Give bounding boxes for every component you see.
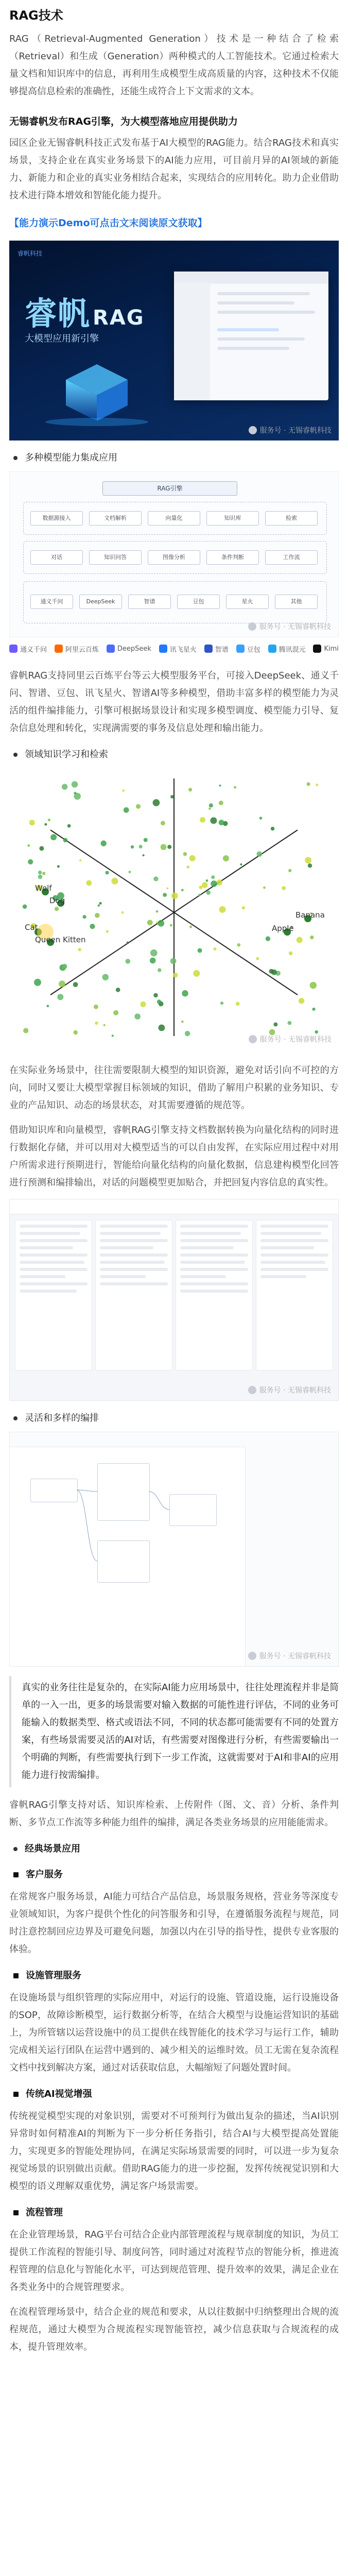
model-logo-name: 通义千问 xyxy=(20,646,47,654)
workflow-edges xyxy=(10,1432,247,1667)
vector-point xyxy=(289,952,293,956)
bullet-arch xyxy=(9,450,339,466)
vector-point xyxy=(131,845,134,849)
kb-column xyxy=(176,1220,253,1370)
scenario-title: 传统AI视觉增强 xyxy=(26,2089,92,2099)
vector-point xyxy=(200,817,205,823)
workflow-edge xyxy=(149,1492,169,1510)
bullet-flow-text: 灵活和多样的编排 xyxy=(25,1413,99,1423)
bullet-dot-icon xyxy=(13,1416,18,1420)
bullet-vec xyxy=(9,747,339,763)
vector-point xyxy=(288,869,291,872)
vector-label-queen-kitten: Queen Kitten xyxy=(35,935,86,944)
vector-point xyxy=(150,958,156,964)
arch-row2 xyxy=(30,550,318,565)
vector-point xyxy=(240,863,242,866)
scenario-title: 客户服务 xyxy=(26,1869,63,1880)
vector-point xyxy=(237,943,241,947)
bullet-square-icon xyxy=(13,1872,19,1877)
watermark xyxy=(248,1651,331,1661)
bullet-square-icon xyxy=(13,2210,19,2215)
vector-point xyxy=(288,1021,292,1025)
vector-point xyxy=(121,911,124,914)
vector-point xyxy=(219,820,224,825)
vector-point xyxy=(38,871,42,874)
arch-node: 检索 xyxy=(265,511,318,526)
vector-point xyxy=(55,907,59,911)
arch-node: 图像分析 xyxy=(148,550,200,565)
platform-paragraph: 睿帆RAG支持同里云百炼平台等云大模型服务平台，可接入DeepSeek、通义千问、智谱、豆包、讯飞星火、智谱AI等多种模型，借助丰富多样的模型能力为灵活的组件编排能力，引擎可根据场景设计和实现多模型调度、模型能力引导、复杂信息处理和转化，实现满需要的事务及信息处理和输出能力。 xyxy=(9,670,339,734)
vector-point xyxy=(129,871,131,873)
vector-point xyxy=(188,788,192,791)
vector-point xyxy=(217,879,223,886)
hero-subline: 大模型应用新引擎 xyxy=(25,333,99,344)
vector-point xyxy=(90,924,95,929)
vector-point xyxy=(187,866,190,869)
vector-point xyxy=(170,795,174,799)
wechat-icon xyxy=(249,1035,257,1043)
vector-point xyxy=(74,1030,78,1035)
workflow-edge xyxy=(77,1490,97,1492)
flow-paragraph: 睿帆RAG引擎支持对话、知识库检索、上传附件（图、文、音）分析、条件判断、多节点工作流等多种能力组件的编排，满足各类业务场景的应用能能需求。 xyxy=(9,1800,339,1828)
vector-point xyxy=(236,1002,240,1006)
bullet-flow xyxy=(9,1410,339,1427)
vector-point xyxy=(198,948,202,953)
vector-point xyxy=(127,941,129,944)
vector-point xyxy=(193,970,200,977)
hero-headline xyxy=(25,288,145,334)
vector-point xyxy=(122,789,125,792)
hero-cube-illustration xyxy=(40,359,153,426)
hero-headline-suffix: RAG xyxy=(93,306,145,330)
model-logo-icon xyxy=(268,645,276,653)
bullet-dot-icon xyxy=(13,1847,18,1851)
vector-point xyxy=(202,882,208,888)
vector-point xyxy=(219,906,226,913)
vector-point xyxy=(306,782,310,786)
vector-point xyxy=(28,859,33,865)
section-heading-release: 无锡睿帆发布RAG引擎，为大模型落地应用提供助力 xyxy=(9,116,238,127)
wechat-icon xyxy=(249,426,257,434)
intro-paragraph: RAG（Retrieval-Augmented Generation）技术是一种结合了检索（Retrieval）和生成（Generation）两种模式的人工智能技术。它通过检索大量文档和知识库中的信息，再利用生成模型生成高质量的内容，这种技术不仅能够提高信息检索的准确性，还能生成符合上下文需求的文本。 xyxy=(9,33,339,97)
vector-point xyxy=(124,807,129,813)
vector-point xyxy=(48,819,50,821)
vector-point xyxy=(161,821,165,825)
bullet-scenarios xyxy=(9,1841,339,1857)
vector-point xyxy=(156,910,159,913)
model-logo xyxy=(55,644,99,654)
model-logo-name: 阿里云百炼 xyxy=(65,646,99,654)
vector-point xyxy=(95,913,100,918)
vector-point xyxy=(134,1013,141,1020)
arch-node: 知识问答 xyxy=(89,550,142,565)
vector-point xyxy=(42,872,45,875)
kb-column xyxy=(15,1220,92,1370)
scenario-body: 在企业管理场景，RAG平台可结合企业内部管理流程与规章制度的知识，为员工提供工作流程的智能引导、制度问答，同时通过对流程节点的智能分析，推进流程管理的信息化与智能化水平，可达到规范管理、提升效率的效果，满足企业在各类业务中的合规管理要求。 xyxy=(9,2229,339,2293)
model-logo xyxy=(9,644,47,654)
vector-point xyxy=(158,968,161,972)
vector-point xyxy=(86,880,92,886)
vector-point xyxy=(34,979,41,986)
article xyxy=(0,5,348,2384)
vector-point xyxy=(210,817,217,824)
vector-point xyxy=(140,1002,146,1007)
wechat-icon xyxy=(248,622,256,631)
model-logo-icon xyxy=(9,645,18,653)
vector-point xyxy=(183,852,187,856)
arch-node: 豆包 xyxy=(177,595,220,609)
arch-node: 数据源接入 xyxy=(30,511,83,526)
model-logo xyxy=(159,644,197,654)
vector-point xyxy=(181,1021,184,1023)
model-logo-name: Kimi xyxy=(324,645,339,653)
arch-node: 其他 xyxy=(275,595,318,609)
vector-point xyxy=(23,904,27,909)
vector-point xyxy=(310,936,314,939)
vector-point xyxy=(136,804,141,809)
model-logo-icon xyxy=(107,645,115,653)
model-logo xyxy=(107,645,151,653)
vector-point xyxy=(74,792,76,794)
vector-point xyxy=(308,863,312,868)
model-logo-icon xyxy=(313,645,321,653)
vector-point xyxy=(170,924,172,926)
vector-point xyxy=(297,937,303,943)
vector-point xyxy=(167,845,171,849)
scenario-heading xyxy=(9,1867,339,1883)
vector-point xyxy=(38,875,43,879)
vector-label-wolf: Wolf xyxy=(35,884,52,893)
model-logo-name: 豆包 xyxy=(247,646,260,654)
vector-point xyxy=(147,920,153,925)
vector-point xyxy=(263,887,266,889)
vector-point xyxy=(143,854,145,856)
model-logo-icon xyxy=(159,645,167,653)
vector-point xyxy=(271,970,277,975)
vector-point xyxy=(101,840,107,846)
vector-point xyxy=(106,930,109,933)
vector-point xyxy=(156,921,158,923)
model-logo-icon xyxy=(55,645,63,653)
vector-point xyxy=(305,857,311,863)
vector-point xyxy=(59,980,65,987)
vector-point xyxy=(157,999,161,1004)
model-logo-icon xyxy=(236,645,245,653)
vector-point xyxy=(211,875,215,879)
kb-paragraph-1: 在实际业务场景中，往往需要限制大模型的知识资源，避免对话引向不可控的方向，同时又要让大模型掌握目标领域的知识，借助了解用户积累的业务知识、专业的产品知识、动态的场景状态，对其需要遵循的规范等。 xyxy=(9,1065,339,1111)
arch-node: 条件判断 xyxy=(206,550,259,565)
model-logo xyxy=(313,645,338,653)
model-logo-icon xyxy=(204,645,213,653)
model-logo-name: 腾讯混元 xyxy=(279,646,306,654)
bullet-scenarios-text: 经典场景应用 xyxy=(25,1843,80,1854)
bullet-vec-text: 领域知识学习和检索 xyxy=(25,749,108,760)
hero-banner-image xyxy=(9,241,339,440)
vector-point xyxy=(67,824,71,828)
vector-point xyxy=(170,958,177,964)
model-logo xyxy=(236,644,260,654)
arch-node: 对话 xyxy=(30,550,83,565)
vector-point xyxy=(57,994,63,1000)
vector-point xyxy=(44,823,47,826)
bullet-arch-text: 多种模型能力集成应用 xyxy=(25,452,117,463)
arch-node: 知识库 xyxy=(206,511,259,526)
architecture-diagram xyxy=(9,471,339,637)
scenario-heading xyxy=(9,2205,339,2221)
vector-point xyxy=(273,1022,277,1026)
demo-link[interactable]: 【能力演示Demo可点击文末阅读原文获取】 xyxy=(9,217,207,229)
arch-node: 向量化 xyxy=(148,511,200,526)
vector-point xyxy=(72,781,78,787)
vector-point xyxy=(62,784,67,790)
vector-point xyxy=(23,1028,28,1033)
arch-node: 通义千问 xyxy=(30,595,73,609)
vector-point xyxy=(310,982,317,989)
vector-point xyxy=(256,957,259,960)
vector-point xyxy=(257,851,263,857)
flow-quote xyxy=(9,1676,339,1787)
vector-point xyxy=(242,906,245,909)
vector-point xyxy=(271,827,274,831)
hero-app-preview xyxy=(174,272,328,400)
vector-point xyxy=(161,844,167,850)
vector-label-banana: Banana xyxy=(295,910,325,920)
vector-point xyxy=(153,799,160,806)
model-logo-name: DeepSeek xyxy=(117,645,151,653)
vector-point xyxy=(219,801,223,805)
wechat-icon xyxy=(248,1652,256,1660)
vector-point xyxy=(163,893,167,897)
watermark-text: 服务号 · 无锡睿帆科技 xyxy=(259,427,332,435)
vector-point xyxy=(126,959,131,964)
watermark-text: 服务号 · 无锡睿帆科技 xyxy=(259,1036,332,1044)
arch-row3 xyxy=(30,595,318,609)
watermark-text: 服务号 · 无锡睿帆科技 xyxy=(259,1386,331,1395)
vector-point xyxy=(46,1005,49,1007)
wechat-icon xyxy=(248,1386,256,1394)
vector-point xyxy=(220,1002,223,1005)
bullet-square-icon xyxy=(13,2092,19,2097)
arch-top-node: RAG引擎 xyxy=(102,481,237,496)
vector-point xyxy=(78,948,81,951)
vector-point xyxy=(79,859,81,861)
vector-point xyxy=(94,1005,98,1009)
vector-point xyxy=(113,1010,118,1015)
vector-point xyxy=(111,878,118,885)
vector-point xyxy=(299,998,304,1004)
arch-node: 文档解析 xyxy=(89,511,142,526)
scenario-body-extra: 在流程管理场景中，结合企业的规范和要求，从以往数据中归纳整理出合规的流程规范，通过大模型为合规流程实现智能管控，减少信息获取与合规流程的成本，提升管理效率。 xyxy=(9,2307,339,2352)
hero-headline-text: 睿帆 xyxy=(25,295,91,332)
vector-point xyxy=(316,784,318,786)
vector-label-cat: Cat xyxy=(25,923,38,932)
vector-point xyxy=(219,785,221,787)
vector-point xyxy=(102,974,109,980)
arch-node: 工作流 xyxy=(265,550,318,565)
vector-point xyxy=(39,846,44,851)
vector-point xyxy=(171,892,178,899)
model-logo xyxy=(268,644,306,654)
scenario-body: 传统视觉模型实现的对象识别，需要对不可预判行为做出复杂的描述，当AI识别异常时如何精准AI的判断为下一步分析任务指引，结合AI与大模型提高处置能力，实现更多的智能处理协同，在满足实际场景需要的同时，可以进一步为复杂视觉场景的识别做出贡献。借助RAG能力的进一步挖掘，发挥传统视觉识别和大模型的语义理解双重优势，满足客户场景需要。 xyxy=(9,2111,339,2192)
scenario-heading xyxy=(9,1968,339,1984)
vector-point xyxy=(223,855,229,861)
scenario-title: 设施管理服务 xyxy=(26,1970,81,1981)
vector-point xyxy=(98,904,100,907)
vector-point xyxy=(206,879,208,882)
workflow-editor-screenshot xyxy=(9,1432,339,1667)
arch-node: 智谱 xyxy=(128,595,171,609)
arch-node: 星火 xyxy=(226,595,269,609)
watermark-text: 服务号 · 无锡睿帆科技 xyxy=(259,623,331,631)
vector-label-apple: Apple xyxy=(272,924,294,933)
vector-point xyxy=(211,880,217,887)
watermark xyxy=(248,1385,331,1395)
vector-point xyxy=(259,817,263,820)
kb-paragraph-2: 借助知识库和向量模型，睿帆RAG引擎支持文档数据转换为向量化结构的同时进行数据化存储，并可以用对大模型适当的可以自由发挥，在实际应用过程中对用户所需求进行预期进行，智能给向量化结构的向量化数据，信息建构模型化回答进行预测和编排输出，对话的问题模型更加贴合，并把回复内容信息的真实性。 xyxy=(9,1125,339,1188)
vector-point xyxy=(95,1022,98,1025)
vector-point xyxy=(153,876,158,881)
vector-point xyxy=(29,820,35,825)
kb-column xyxy=(95,1220,172,1370)
vector-point xyxy=(159,1025,165,1031)
bullet-square-icon xyxy=(13,1973,19,1978)
arch-row1 xyxy=(30,511,318,526)
model-logo-name: 讯飞星火 xyxy=(169,646,197,654)
hero-brand: 睿帆科技 xyxy=(18,250,43,257)
vector-point xyxy=(315,1030,318,1034)
vector-point xyxy=(62,964,67,969)
vector-point xyxy=(189,925,192,928)
vector-point xyxy=(185,1031,190,1036)
workflow-config-panel xyxy=(245,1447,338,1666)
model-logo-name: 智谱 xyxy=(215,646,229,654)
bullet-dot-icon xyxy=(13,456,18,460)
vector-point xyxy=(27,844,30,847)
vector-label-dog: Dog xyxy=(49,896,65,905)
watermark xyxy=(249,1034,332,1044)
vector-point xyxy=(282,886,286,890)
vector-point xyxy=(150,950,158,957)
vector-point xyxy=(144,838,148,842)
watermark xyxy=(249,425,332,435)
vector-point xyxy=(103,1024,106,1026)
vector-point xyxy=(209,803,213,807)
flow-quote-text: 真实的业务往往是复杂的，在实际AI能力应用场景中，往往处理流程并非是简单的一入一出，更多的场景需要对输入数据的可能性进行评估，不同的业务可能输入的数据类型、格式或语法不同，不同的状态都可能需要有不同的处置方案，有些场景需要灵活的AI对话，有些需要对图像进行分析，有些需要输出一个明确的判断，有些需要执行到下一步工作流，这就需要对于AI和非AI的应用能力进行按需编排。 xyxy=(22,1682,339,1781)
vector-space-svg xyxy=(9,768,339,1049)
vector-point xyxy=(57,865,60,868)
vector-point xyxy=(166,887,168,889)
vector-point xyxy=(206,890,211,895)
bullet-dot-icon xyxy=(13,753,18,757)
vector-point xyxy=(116,988,120,992)
vector-point xyxy=(112,1035,114,1037)
vector-point xyxy=(266,936,270,941)
vector-point xyxy=(234,786,236,789)
vector-point xyxy=(139,845,143,849)
kb-column xyxy=(256,1220,333,1370)
model-logo-strip xyxy=(9,637,339,660)
vector-point xyxy=(50,834,57,840)
vector-point xyxy=(189,855,196,861)
vector-point xyxy=(99,902,102,905)
vector-point xyxy=(83,915,86,919)
scenario-title: 流程管理 xyxy=(26,2207,63,2218)
workflow-edge xyxy=(77,1490,97,1561)
vector-point xyxy=(173,973,178,978)
vector-point xyxy=(158,920,164,927)
vector-point xyxy=(106,871,109,874)
watermark xyxy=(248,621,331,632)
model-logo xyxy=(204,644,229,654)
vector-point xyxy=(312,1008,315,1011)
knowledge-base-screenshot xyxy=(9,1199,339,1401)
vector-point xyxy=(181,889,184,891)
vector-point xyxy=(182,990,188,996)
scenario-body: 在常规客户服务场景，AI能力可结合产品信息，场景服务规格，营业务等深度专业领域知识，为客户提供个性化的问答服务和引导，在遵循服务流程与规范，同时注意控制回应边界及可避免问题，加强以内在引导的指导性，提供专业客服的体验。 xyxy=(9,1891,339,1955)
arch-node: DeepSeek xyxy=(79,595,122,609)
release-paragraph: 园区企业无锡睿帆科技正式发布基于AI大模型的RAG能力。结合RAG技术和真实场景，支持企业在真实业务场景下的AI能力应用，可目前月异的AI领域的新能力、新能力和企业的真实业务相结合起来，实现结合的应用转化。助力企业借助技术进行降本增效和智能化能力提升。 xyxy=(9,138,339,201)
watermark-text: 服务号 · 无锡睿帆科技 xyxy=(259,1652,331,1660)
vector-point xyxy=(73,982,78,987)
vector-point xyxy=(63,838,68,842)
vector-point xyxy=(208,807,211,810)
vector-point xyxy=(198,894,201,896)
vector-point xyxy=(213,947,216,951)
article-title: RAG技术 xyxy=(9,8,63,23)
vector-point xyxy=(153,993,158,998)
scenario-heading xyxy=(9,2086,339,2103)
scenario-body: 在设施场景与组织管理的实际应用中，对运行的设施、管道设施，运行设施设备的SOP，故障诊断模型，运行数据分析等，在结合大模型与设施运营知识的基础上，为所管辖以运营设施中的员工提供在线智能化的技术学习与运行工作，辅助完成相关运行团队在运营中遇到的、减少相关的运维时效。员工无需在复杂流程文档中找到解决方案，通过对话获取信息，大幅缩短了问题处置时间。 xyxy=(9,1992,339,2073)
vector-space-illustration xyxy=(9,768,339,1049)
